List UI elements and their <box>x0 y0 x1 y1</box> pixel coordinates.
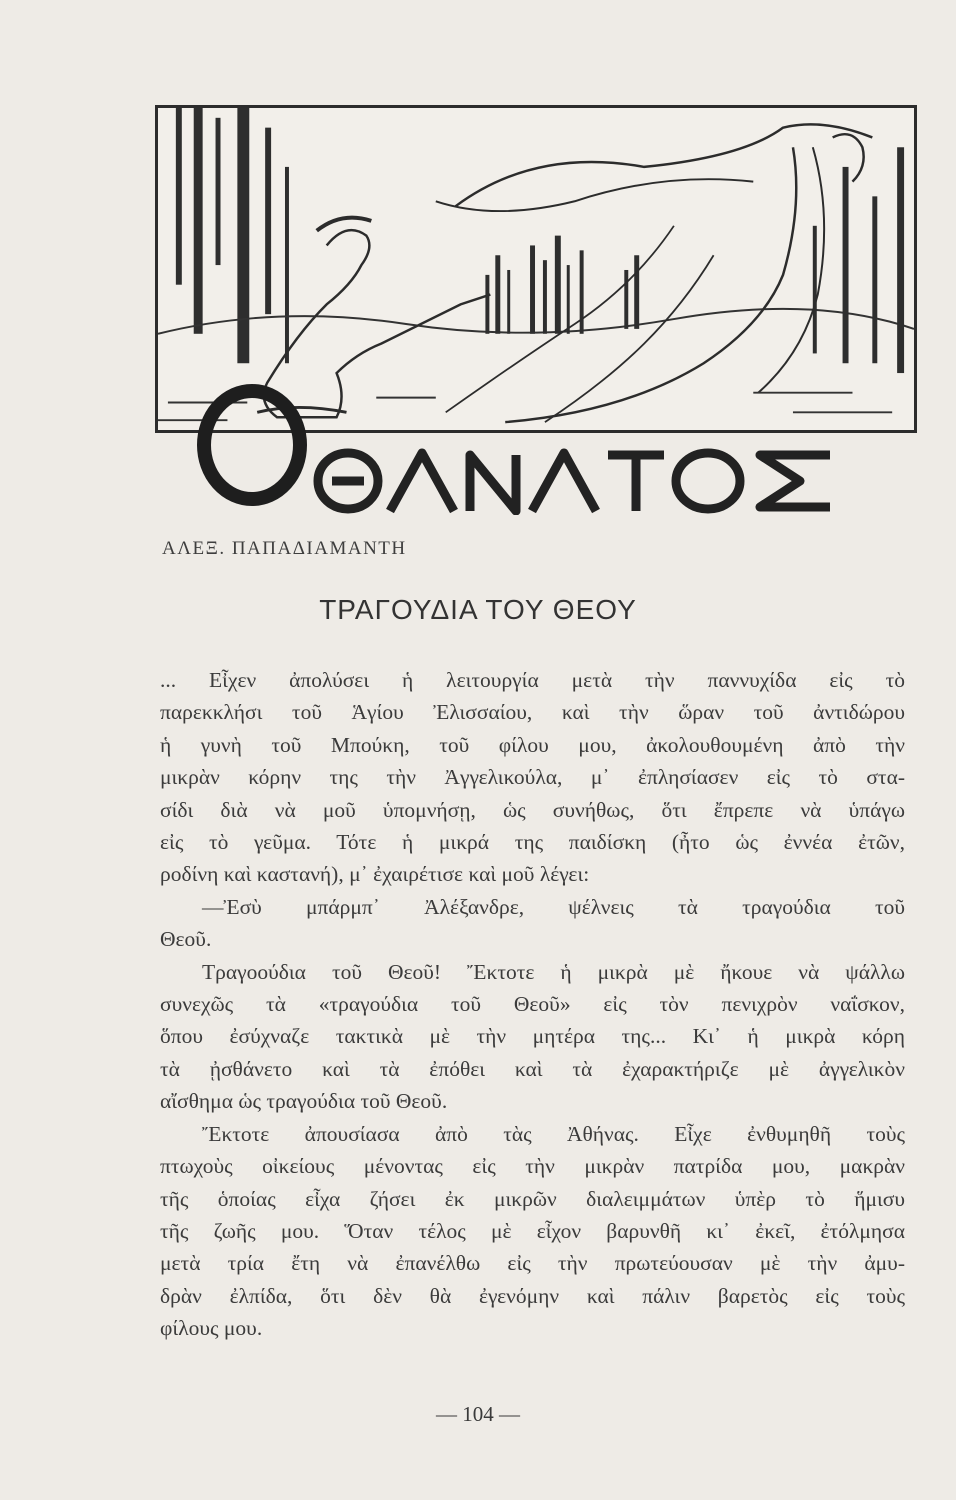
title-word <box>310 445 845 515</box>
article-body <box>160 664 905 1345</box>
text-line: δρὰν ἐλπίδα, ὅτι δὲν θὰ ἐγενόμην καὶ πάλιν βαρετὸς εἰς τοὺς <box>160 1283 905 1308</box>
text-line: μετὰ τρία ἔτη νὰ ἐπανέλθω εἰς τὴν πρωτεύουσαν μὲ τὴν ἀμυ- <box>160 1251 905 1276</box>
text-line: σίδι διὰ νὰ μοῦ ὑπομνήσῃ, ὡς συνήθως, ὅτι ἔπρεπε νὰ ὑπάγω <box>160 797 905 822</box>
text-line: εἰς τὸ γεῦμα. Τότε ἡ μικρά της παιδίσκη (ἦτο ὡς ἐννέα ἐτῶν, <box>160 830 905 855</box>
section-title: ΤΡΑΓΟΥΔΙΑ ΤΟΥ ΘΕΟΥ <box>319 594 637 625</box>
author-name: ΑΛΕΞ. ΠΑΠΑΔΙΑΜΑΝΤΗ <box>162 538 407 559</box>
text-line: Ἔκτοτε ἀπουσίασα ἀπὸ τὰς Ἀθήνας. Εἶχε ἐνθυμηθῆ τοὺς <box>202 1121 905 1146</box>
text-line: ... Εἶχεν ἀπολύσει ἡ λειτουργία μετὰ τὴν παννυχίδα εἰς τὸ <box>160 668 905 692</box>
illustration-drawing <box>158 108 914 430</box>
page-number: — 104 — <box>436 1402 520 1426</box>
title-o-drawing <box>196 384 308 506</box>
text-line: αἴσθημα ὡς τραγούδια τοῦ Θεοῦ. <box>160 1089 448 1114</box>
text-line: τῆς ζωῆς μου. Ὅταν τέλος μὲ εἶχον βαρυνθῆ κι᾿ ἐκεῖ, ἐτόλμησα <box>160 1218 905 1243</box>
text-line: τὰ ᾐσθάνετο καὶ τὰ ἐπόθει καὶ τὰ ἐχαρακτήριζε μὲ ἀγγελικὸν <box>160 1056 905 1081</box>
text-line: ροδίνη καὶ καστανή), μ᾿ ἐχαιρέτισε καὶ μοῦ λέγει: <box>160 862 590 887</box>
text-line: ἡ γυνὴ τοῦ Μπούκη, τοῦ φίλου μου, ἀκολουθουμένη ἀπὸ τὴν <box>160 732 905 757</box>
text-line: συνεχῶς τὰ «τραγούδια τοῦ Θεοῦ» εἰς τὸν πενιχρὸν ναΐσκον, <box>160 992 905 1017</box>
text-line: Θεοῦ. <box>160 927 212 952</box>
text-line: μικρὰν κόρην της τὴν Ἀγγελικούλα, μ᾿ ἐπλησίασεν εἰς τὸ στα- <box>160 765 905 790</box>
text-line: φίλους μου. <box>160 1316 263 1341</box>
text-line: παρεκκλήσι τοῦ Ἁγίου Ἐλισσαίου, καὶ τὴν ὥραν τοῦ ἀντιδώρου <box>160 700 905 725</box>
text-line: τῆς ὁποίας εἶχα ζήσει ἐκ μικρῶν διαλειμμάτων ὑπὲρ τὸ ἥμισυ <box>160 1186 905 1211</box>
text-line: —Ἐσὺ μπάρμπ᾿ Ἀλέξανδρε, ψέλνεις τὰ τραγούδια τοῦ <box>202 894 905 919</box>
title-text <box>310 515 311 516</box>
text-line: ὅπου ἐσύχναζε τακτικὰ μὲ τὴν μητέρα της... Κι᾿ ἡ μικρὰ κόρη <box>160 1024 905 1049</box>
title-initial-o <box>196 384 308 506</box>
text-line: Τραγοούδια τοῦ Θεοῦ! Ἔκτοτε ἡ μικρὰ μὲ ἤκουε νὰ ψάλλω <box>202 959 905 984</box>
title-lettering <box>310 445 845 515</box>
text-line: πτωχοὺς οἰκείους μένοντας εἰς τὴν μικρὰν πατρίδα μου, μακρὰν <box>160 1154 905 1179</box>
